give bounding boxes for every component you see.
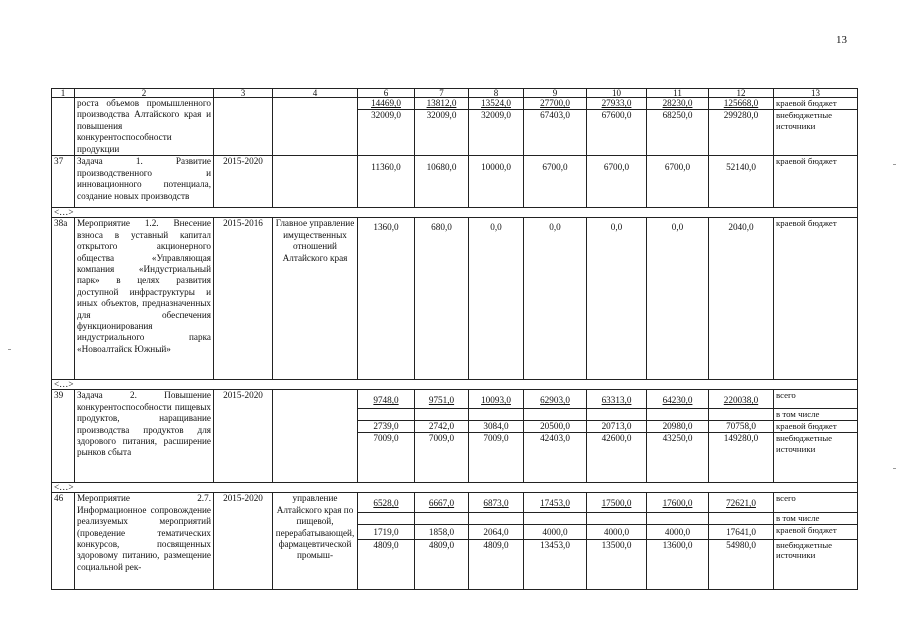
value-cell: 6700,0 <box>524 156 587 208</box>
funding-source: всего <box>774 493 858 513</box>
value-cell: 17500,0 <box>587 493 647 513</box>
header-row <box>52 89 858 98</box>
value-cell: 32009,0 <box>415 110 469 156</box>
table-row <box>52 98 858 110</box>
row-number: 37 <box>52 156 75 208</box>
value-cell <box>709 409 774 421</box>
value-cell <box>358 409 415 421</box>
value-cell: 6528,0 <box>358 493 415 513</box>
executor-cell: управление Алтайского края по пищевой, перерабатывающей, фармацевтической промыш- <box>273 493 358 589</box>
executor-cell <box>273 390 358 483</box>
value-cell: 10680,0 <box>415 156 469 208</box>
value-cell: 680,0 <box>415 218 469 380</box>
value-cell: 299280,0 <box>709 110 774 156</box>
value-cell: 13524,0 <box>469 98 524 110</box>
header-cell: 6 <box>358 89 415 98</box>
value-cell <box>415 409 469 421</box>
header-cell: 4 <box>273 89 358 98</box>
scan-mark <box>8 349 11 350</box>
header-cell: 7 <box>415 89 469 98</box>
header-cell: 3 <box>214 89 273 98</box>
scan-mark <box>893 164 896 165</box>
value-cell: 7009,0 <box>469 433 524 483</box>
value-cell: 13500,0 <box>587 539 647 589</box>
header-cell: 10 <box>587 89 647 98</box>
value-cell: 6700,0 <box>587 156 647 208</box>
period-cell: 2015-2020 <box>214 390 273 483</box>
value-cell: 7009,0 <box>415 433 469 483</box>
value-cell <box>587 513 647 525</box>
value-cell: 6667,0 <box>415 493 469 513</box>
value-cell <box>587 409 647 421</box>
header-cell: 8 <box>469 89 524 98</box>
value-cell: 2040,0 <box>709 218 774 380</box>
scan-mark <box>893 468 896 469</box>
header-cell: 11 <box>647 89 709 98</box>
executor-cell: Главное управление имущественных отношений Алтайского края <box>273 218 358 380</box>
value-cell: 20713,0 <box>587 420 647 432</box>
value-cell: 4809,0 <box>469 539 524 589</box>
period-cell: 2015-2016 <box>214 218 273 380</box>
value-cell: 64230,0 <box>647 390 709 409</box>
header-cell: 1 <box>52 89 75 98</box>
row-description: Мероприятие 2.7. Информационное сопровождение реализуемых мероприятий (проведение тематических конкурсов, посвященных здоровому питанию, размещение социальной рек- <box>75 493 214 589</box>
row-number: 38а <box>52 218 75 380</box>
value-cell: 2064,0 <box>469 525 524 539</box>
row-number: 39 <box>52 390 75 483</box>
value-cell: 11360,0 <box>358 156 415 208</box>
funding-source: внебюджетные источники <box>774 539 858 589</box>
value-cell: 2742,0 <box>415 420 469 432</box>
value-cell: 4000,0 <box>524 525 587 539</box>
table-row <box>52 156 858 208</box>
value-cell <box>469 409 524 421</box>
value-cell: 17641,0 <box>709 525 774 539</box>
funding-source: краевой бюджет <box>774 156 858 208</box>
value-cell: 6873,0 <box>469 493 524 513</box>
value-cell: 68250,0 <box>647 110 709 156</box>
row-description: роста объемов промышленного производства Алтайского края и повышения конкурентоспособности продукции <box>75 98 214 156</box>
page-number: 13 <box>836 34 847 46</box>
header-cell: 12 <box>709 89 774 98</box>
row-number: 46 <box>52 493 75 589</box>
period-cell: 2015-2020 <box>214 156 273 208</box>
value-cell: 6700,0 <box>647 156 709 208</box>
value-cell: 54980,0 <box>709 539 774 589</box>
value-cell: 42403,0 <box>524 433 587 483</box>
header-cell: 13 <box>774 89 858 98</box>
value-cell <box>469 513 524 525</box>
value-cell: 9748,0 <box>358 390 415 409</box>
table-row <box>52 218 858 380</box>
ellipsis-row <box>52 208 858 218</box>
table-row <box>52 390 858 409</box>
value-cell: 42600,0 <box>587 433 647 483</box>
value-cell: 67403,0 <box>524 110 587 156</box>
value-cell: 10000,0 <box>469 156 524 208</box>
value-cell: 13600,0 <box>647 539 709 589</box>
value-cell: 1360,0 <box>358 218 415 380</box>
value-cell <box>524 409 587 421</box>
ellipsis-marker: <…> <box>52 208 858 218</box>
value-cell: 17600,0 <box>647 493 709 513</box>
value-cell: 28230,0 <box>647 98 709 110</box>
value-cell: 7009,0 <box>358 433 415 483</box>
value-cell: 20980,0 <box>647 420 709 432</box>
value-cell: 32009,0 <box>469 110 524 156</box>
value-cell: 13812,0 <box>415 98 469 110</box>
value-cell <box>647 513 709 525</box>
row-description: Задача 2. Повышение конкурентоспособности пищевых продуктов, наращивание производства продуктов для здорового питания, расширение рынков сбыта <box>75 390 214 483</box>
value-cell: 149280,0 <box>709 433 774 483</box>
value-cell: 14469,0 <box>358 98 415 110</box>
value-cell: 220038,0 <box>709 390 774 409</box>
value-cell: 32009,0 <box>358 110 415 156</box>
value-cell: 1719,0 <box>358 525 415 539</box>
table-row <box>52 493 858 513</box>
executor-cell <box>273 156 358 208</box>
ellipsis-row <box>52 380 858 390</box>
value-cell: 4000,0 <box>587 525 647 539</box>
header-cell: 2 <box>75 89 214 98</box>
value-cell: 70758,0 <box>709 420 774 432</box>
value-cell: 0,0 <box>469 218 524 380</box>
value-cell <box>358 513 415 525</box>
row-description: Мероприятие 1.2. Внесение взноса в уставный капитал открытого акционерного общества «Управляющая компания «Индустриальный парк» в целях развития доступной инфраструктуры и иных объектов, предназначенных для обеспечения функционирования индустриального парка «Новоалтайск Южный» <box>75 218 214 380</box>
program-table <box>51 88 858 590</box>
value-cell: 125668,0 <box>709 98 774 110</box>
executor-cell <box>273 98 358 156</box>
value-cell: 10093,0 <box>469 390 524 409</box>
value-cell: 67600,0 <box>587 110 647 156</box>
ellipsis-row <box>52 483 858 493</box>
funding-source: в том числе <box>774 513 858 525</box>
value-cell: 4809,0 <box>415 539 469 589</box>
value-cell: 63313,0 <box>587 390 647 409</box>
period-cell <box>214 98 273 156</box>
value-cell: 2739,0 <box>358 420 415 432</box>
value-cell <box>524 513 587 525</box>
value-cell: 13453,0 <box>524 539 587 589</box>
period-cell: 2015-2020 <box>214 493 273 589</box>
value-cell: 43250,0 <box>647 433 709 483</box>
value-cell <box>709 513 774 525</box>
value-cell: 0,0 <box>524 218 587 380</box>
funding-source: краевой бюджет <box>774 525 858 539</box>
value-cell: 52140,0 <box>709 156 774 208</box>
value-cell: 4000,0 <box>647 525 709 539</box>
value-cell: 62903,0 <box>524 390 587 409</box>
funding-source: всего <box>774 390 858 409</box>
funding-source: краевой бюджет <box>774 218 858 380</box>
value-cell: 0,0 <box>647 218 709 380</box>
value-cell <box>415 513 469 525</box>
value-cell: 27700,0 <box>524 98 587 110</box>
funding-source: внебюджетные источники <box>774 433 858 483</box>
value-cell: 72621,0 <box>709 493 774 513</box>
funding-source: краевой бюджет <box>774 98 858 110</box>
value-cell: 0,0 <box>587 218 647 380</box>
funding-source: в том числе <box>774 409 858 421</box>
value-cell: 20500,0 <box>524 420 587 432</box>
ellipsis-marker: <…> <box>52 380 858 390</box>
value-cell: 4809,0 <box>358 539 415 589</box>
row-description: Задача 1. Развитие производственного и инновационного потенциала, создание новых производств <box>75 156 214 208</box>
value-cell: 27933,0 <box>587 98 647 110</box>
funding-source: внебюджетные источники <box>774 110 858 156</box>
value-cell <box>647 409 709 421</box>
header-cell: 9 <box>524 89 587 98</box>
ellipsis-marker: <…> <box>52 483 858 493</box>
value-cell: 9751,0 <box>415 390 469 409</box>
value-cell: 3084,0 <box>469 420 524 432</box>
value-cell: 1858,0 <box>415 525 469 539</box>
row-number-cell <box>52 98 75 156</box>
value-cell: 17453,0 <box>524 493 587 513</box>
funding-source: краевой бюджет <box>774 420 858 432</box>
